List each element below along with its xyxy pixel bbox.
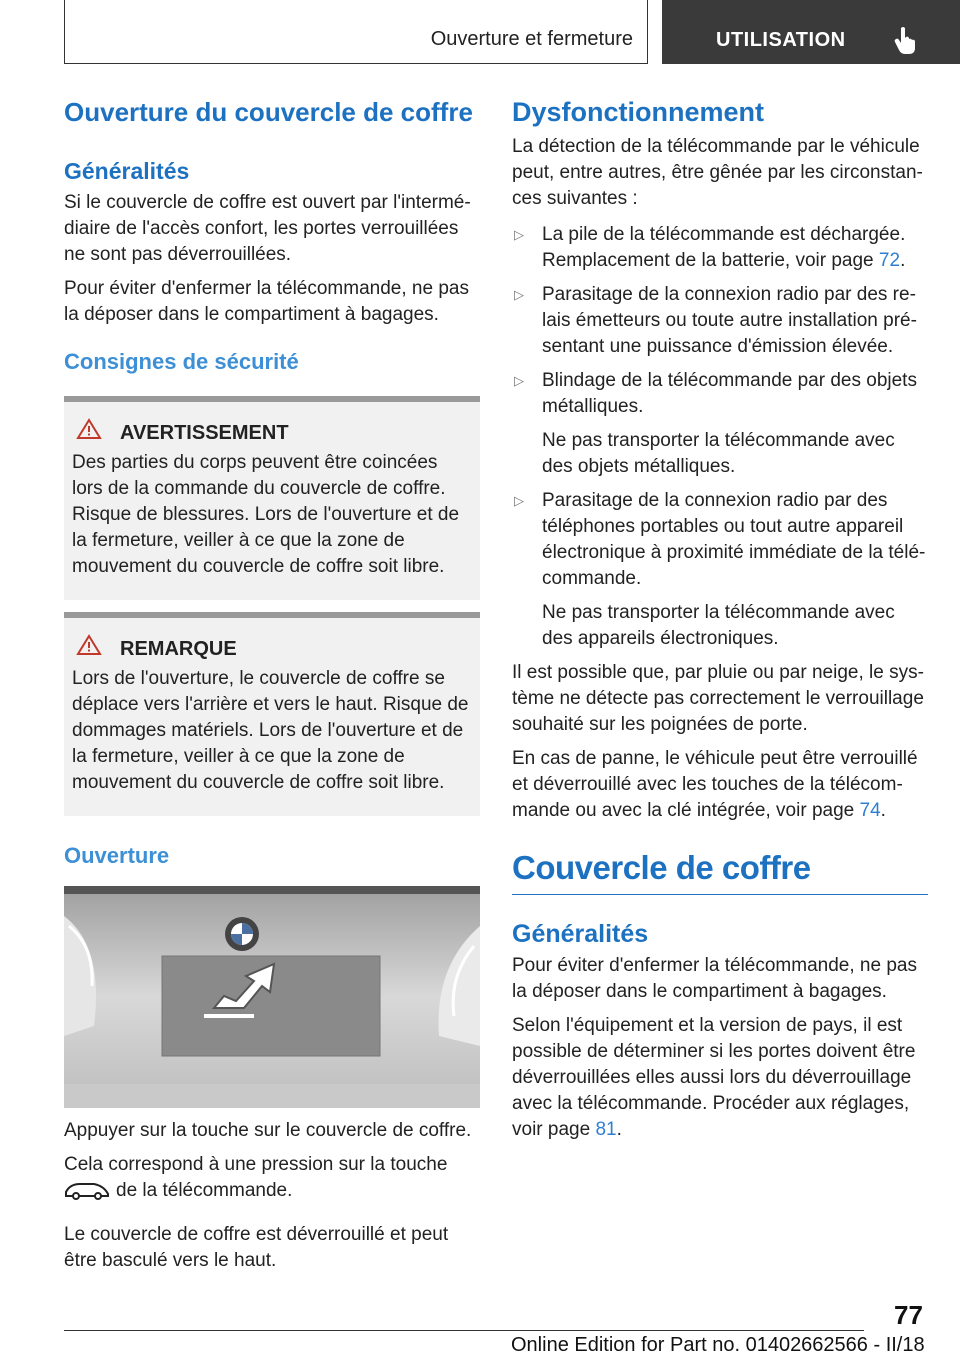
remote-text-a: Cela correspond à une pression sur la touche (64, 1154, 448, 1175)
remote-trunk-icon (64, 1180, 116, 1208)
edition-note: Online Edition for Part no. 01402662566 - II/18 (511, 1334, 925, 1356)
page-link[interactable]: 81 (595, 1119, 617, 1140)
header-chapter-label: UTILISATION (716, 29, 846, 51)
list-item: ▷ Blindage de la télécommande par des objets métalliques. Ne pas transporter la télécommande avec des objets métalliques. (512, 368, 928, 480)
page-link[interactable]: 74 (859, 800, 881, 821)
header-section-box (64, 0, 648, 64)
paragraph: Pour éviter d'enfermer la télécommande, ne pas la déposer dans le compartiment à bagages. (64, 278, 469, 325)
paragraph: En cas de panne, le véhicule peut être verrouillé et déverrouillé avec les touches de la télécommande ou avec la clé intégrée, voir page 74. (512, 748, 918, 821)
subheading-ouverture: Ouverture (64, 843, 170, 868)
paragraph: Pour éviter d'enfermer la télécommande, ne pas la déposer dans le compartiment à bagages. (512, 955, 917, 1002)
chapter-title: Couvercle de coffre (512, 849, 811, 886)
list-item: ▷ Parasitage de la connexion radio par des relais émetteurs ou toute autre installation présentant une puissance d'émission élevée. (514, 284, 917, 357)
remote-text-b: de la télécommande. (116, 1180, 293, 1201)
notice-text: Lors de l'ouverture, le couvercle de coffre se déplace vers l'arrière et vers le haut. Risque de dommages matériels. Lors de l'ouverture et de la fermeture, veiller à ce que la zone de mouvement du couvercle de coffre soit libre. (72, 668, 469, 793)
bullet-triangle-icon: ▷ (514, 493, 524, 508)
chapter-title-block (512, 846, 928, 895)
page-number: 77 (894, 1300, 923, 1330)
footer-divider (64, 1330, 864, 1331)
paragraph: Appuyer sur la touche sur le couvercle de coffre. (64, 1120, 472, 1141)
notice-title: REMARQUE (120, 638, 237, 660)
paragraph: Le couvercle de coffre est déverrouillé et peut être basculé vers le haut. (64, 1224, 449, 1271)
warning-text: Des parties du corps peuvent être coincées lors de la commande du couvercle de coffre. Risque de blessures. Lors de l'ouverture et de la fermeture, veiller à ce que la zone de mouvement du couvercle de coffre soit libre. (72, 452, 460, 577)
trunk-lid-photo (64, 886, 480, 1108)
header-chapter-tab (662, 0, 960, 64)
paragraph: Selon l'équipement et la version de pays, il est possible de déterminer si les portes doivent être déverrouillées elles aussi lors du déverrouillage avec la télécommande. Procéder aux réglages, voir page 81. (512, 1015, 916, 1140)
list-item-note: Ne pas transporter la télécommande avec des objets métalliques. (542, 430, 895, 477)
warning-box (64, 396, 480, 600)
list-item-note: Ne pas transporter la télécommande avec des appareils électroniques. (542, 602, 895, 649)
page-link[interactable]: 72 (878, 250, 901, 271)
warning-triangle-icon (76, 418, 102, 448)
paragraph: La détection de la télécommande par le véhicule peut, entre autres, être gênée par les circonstances suivantes : (512, 136, 923, 209)
notice-box (64, 612, 480, 816)
pointing-hand-icon (894, 26, 916, 59)
left-column (64, 96, 480, 1274)
section-title-opening: Ouverture du couvercle de coffre (64, 97, 473, 127)
header-section-title: Ouverture et fermeture (430, 28, 633, 50)
list-item: ▷ Parasitage de la connexion radio par des téléphones portables ou tout autre appareil électronique à proximité immédiate de la télécommande. Ne pas transporter la télécommande avec des appareils électroniques. (512, 488, 928, 652)
bullet-triangle-icon: ▷ (514, 287, 524, 302)
paragraph: Il est possible que, par pluie ou par neige, le système ne détecte pas correctement le verrouillage souhaité sur les poignées de porte. (512, 662, 924, 735)
malfunction-list (512, 222, 928, 652)
list-item: ▷ La pile de la télécommande est déchargée. Remplacement de la batterie, voir page 72. (514, 224, 906, 271)
paragraph: Si le couvercle de coffre est ouvert par l'intermédiaire de l'accès confort, les portes verrouillées ne sont pas déverrouillées. (64, 192, 471, 265)
notice-triangle-icon (76, 634, 102, 664)
section-title-malfunction: Dysfonctionnement (512, 97, 765, 127)
subheading-consignes: Consignes de sécurité (64, 349, 299, 374)
subheading-generalites: Généralités (512, 920, 649, 948)
bullet-triangle-icon: ▷ (514, 373, 524, 388)
bullet-triangle-icon: ▷ (514, 227, 524, 242)
paragraph (64, 1152, 480, 1208)
warning-title: AVERTISSEMENT (120, 422, 289, 444)
right-column (512, 96, 928, 1143)
subheading-generalites: Généralités (64, 158, 190, 184)
